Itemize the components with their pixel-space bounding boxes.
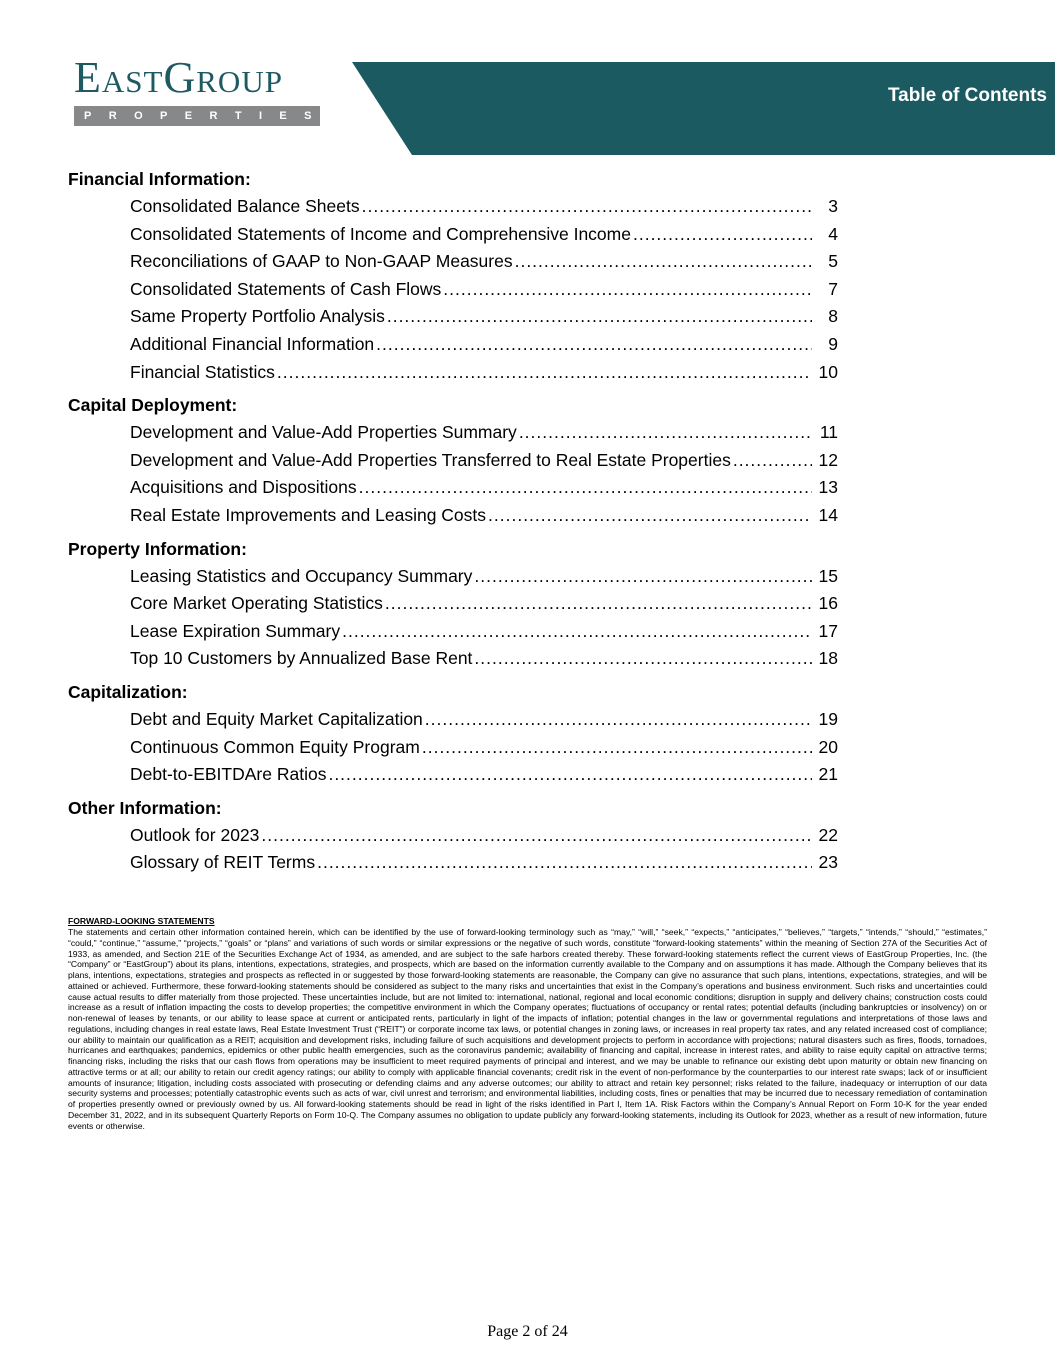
toc-entry-title: Consolidated Statements of Income and Comprehensive Income <box>130 223 631 244</box>
toc-entry-page: 23 <box>818 852 838 873</box>
toc-dot-leader <box>328 761 812 789</box>
toc-entry-title: Same Property Portfolio Analysis <box>130 306 385 327</box>
toc-entry-page: 15 <box>818 565 838 586</box>
header-banner-shape <box>352 62 1055 155</box>
toc-entry-page: 18 <box>818 648 838 669</box>
toc-entry[interactable] <box>68 706 838 734</box>
toc-entry[interactable] <box>68 419 838 447</box>
toc-section-heading: Financial Information: <box>68 169 251 189</box>
toc-entry-page: 16 <box>818 593 838 614</box>
toc-entry-title: Outlook for 2023 <box>130 824 260 845</box>
toc-dot-leader <box>317 849 812 877</box>
toc-dot-leader <box>342 618 812 646</box>
toc-entry-title: Additional Financial Information <box>130 333 375 354</box>
toc-entry[interactable] <box>68 193 838 221</box>
toc-entry-title: Debt and Equity Market Capitalization <box>130 708 423 729</box>
forward-looking-statements <box>68 916 987 1131</box>
toc-dot-leader <box>519 419 812 447</box>
company-logo <box>74 53 329 126</box>
toc-dot-leader <box>362 193 812 221</box>
toc-entry-page: 21 <box>818 764 838 785</box>
toc-entry-title: Top 10 Customers by Annualized Base Rent <box>130 648 473 669</box>
toc-entry-title: Leasing Statistics and Occupancy Summary <box>130 565 473 586</box>
toc-entry-title: Continuous Common Equity Program <box>130 736 420 757</box>
toc-entry-title: Lease Expiration Summary <box>130 620 341 641</box>
toc-entry-page: 8 <box>828 306 838 327</box>
toc-entry-page: 17 <box>818 620 838 641</box>
toc-entry-title: Debt-to-EBITDAre Ratios <box>130 764 327 785</box>
toc-dot-leader <box>474 645 812 673</box>
toc-entry[interactable] <box>68 822 838 850</box>
toc-dot-leader <box>488 502 812 530</box>
toc-entry-page: 5 <box>828 251 838 272</box>
toc-entry[interactable] <box>68 761 838 789</box>
toc-entry[interactable] <box>68 618 838 646</box>
toc-entry[interactable] <box>68 276 838 304</box>
toc-entry[interactable] <box>68 645 838 673</box>
toc-entry[interactable] <box>68 331 838 359</box>
toc-entry-page: 19 <box>818 708 838 729</box>
toc-entry[interactable] <box>68 849 838 877</box>
toc-dot-leader <box>733 447 812 475</box>
toc-entry-title: Development and Value-Add Properties Summary <box>130 422 517 443</box>
toc-entry-page: 12 <box>818 449 838 470</box>
toc-dot-leader <box>422 734 812 762</box>
toc-section-heading: Capitalization: <box>68 681 188 702</box>
page-title: Table of Contents <box>887 85 1047 106</box>
toc-entry-page: 13 <box>818 477 838 498</box>
toc-section-heading: Other Information: <box>68 797 222 818</box>
toc-entry-title: Development and Value-Add Properties Transferred to Real Estate Properties <box>130 449 731 470</box>
toc-entry-title: Acquisitions and Dispositions <box>130 477 357 498</box>
toc-entry[interactable] <box>68 221 838 249</box>
logo-subtitle-bar: PROPERTIES <box>74 106 320 126</box>
logo-wordmark: EASTGROUP <box>74 53 283 102</box>
toc-entry-title: Financial Statistics <box>130 361 275 382</box>
toc-entry-title: Core Market Operating Statistics <box>130 593 383 614</box>
toc-entry-title: Consolidated Statements of Cash Flows <box>130 278 442 299</box>
toc-entry-title: Real Estate Improvements and Leasing Costs <box>130 504 487 525</box>
toc-entry-page: 7 <box>828 278 838 299</box>
toc-dot-leader <box>261 822 812 850</box>
toc-entry-page: 10 <box>818 361 838 382</box>
toc-entry-page: 22 <box>818 824 838 845</box>
toc-dot-leader <box>515 248 812 276</box>
toc-dot-leader <box>359 474 812 502</box>
toc-entry-title: Reconciliations of GAAP to Non-GAAP Measures <box>130 251 513 272</box>
toc-entry[interactable] <box>68 303 838 331</box>
toc-entry-page: 14 <box>818 504 838 525</box>
toc-entry-page: 4 <box>828 223 838 244</box>
toc-entry-page: 11 <box>819 422 838 443</box>
forward-looking-heading: FORWARD-LOOKING STATEMENTS <box>68 916 215 926</box>
page-number: Page 2 of 24 <box>487 1323 568 1340</box>
toc-entry[interactable] <box>68 502 838 530</box>
forward-looking-body: The statements and certain other information contained herein, which can be identified by the use of forward-looking terminology such as “may,” “will,” “seek,” “expects,” “anticipates,” “believes,” “targets,” “intends,” “should,” “estimates,” “could,” “continue,” “assume,” “projects,” “goals” or “plans” and variations of such words or similar expressions or the negative of such words, constitute “forward-looking statements” within the meaning of Section 27A of the Securities Act of 1933, as amended, and Section 21E of the Securities Exchange Act of 1934, as amended, and are subject to the safe harbors created thereby. These forward-looking statements reflect the current views of EastGroup Properties, Inc. (the “Company” or “EastGroup”) about its plans, intentions, expectations, strategies, and prospects, which are based on the information currently available to the Company and on assumptions it has made. Although the Company believes that its plans, intentions, expectations, strategies and prospects as reflected in or suggested by those forward-looking statements are reasonable, the Company can give no assurance that such plans, intentions, expectations, strategies, and will be attained or achieved. Furthermore, these forward-looking statements should be considered as subject to the many risks and uncertainties that exist in the Company’s operations and business environment. Such risks and uncertainties could cause actual results to differ materially from those projected. These uncertainties include, but are not limited to: international, national, regional and local economic conditions; disruption in supply and delivery chains; construction costs could increase as a result of inflation impacting the costs to develop properties; the competitive environment in which the Company operates; fluctuations of occupancy or rental rates; potential defaults (including bankruptcies or insolvency) on or non-renewal of leases by tenants, or our ability to lease space at current or anticipated rents, particularly in light of the impacts of inflation; potential changes in the law or governmental regulations and interpretations of those laws and regulations, including changes in real estate laws, Real Estate Investment Trust (“REIT”) or corporate income tax laws, or potential changes in zoning laws, or increases in real property tax rates, and any related increased cost of compliance; our ability to maintain our qualification as a REIT; acquisition and development risks, including failure of such acquisitions and development projects to perform in accordance with projections; natural disasters such as fires, floods, tornadoes, hurricanes and earthquakes; pandemics, epidemics or other public health emergencies, such as the coronavirus pandemic; availability of financing and capital, increase in interest rates, and ability to raise equity capital on attractive terms; financing risks, including the risks that our cash flows from operations may be insufficient to meet required payments of principal and interest, and we may be unable to refinance our existing debt upon maturity or obtain new financing on attractive terms or at all; our ability to retain our credit agency ratings; our ability to comply with applicable financial covenants; credit risk in the event of non-performance by the counterparties to our interest rate swaps; lack of or insufficient amounts of insurance; litigation, including costs associated with prosecuting or defending claims and any adverse outcomes; our ability to attract and retain key personnel; risks related to the failure, inadequacy or interruption of our data security systems and processes; potentially catastrophic events such as acts of war, civil unrest and terrorism; and environmental liabilities, including costs, fines or penalties that may be incurred due to necessary remediation of contamination of properties presently owned or previously owned by us. All forward-looking statements should be read in light of the risks identified in Part I, Item 1A. Risk Factors within the Company’s Annual Report on Form 10-K for the year ended December 31, 2022, and in its subsequent Quarterly Reports on Form 10-Q. The Company assumes no obligation to update publicly any forward-looking statements, including its Outlook for 2023, whether as a result of new information, future events or otherwise. <box>68 927 987 1131</box>
toc-entry-page: 9 <box>828 333 838 354</box>
toc-entry[interactable] <box>68 248 838 276</box>
toc-entry-page: 3 <box>828 196 838 216</box>
toc-dot-leader <box>277 359 812 387</box>
toc-section-heading: Property Information: <box>68 538 247 559</box>
toc-dot-leader <box>376 331 812 359</box>
toc-entry[interactable] <box>68 563 838 591</box>
toc-entry[interactable] <box>68 447 838 475</box>
toc-dot-leader <box>425 706 812 734</box>
toc-dot-leader <box>387 303 812 331</box>
toc-entry[interactable] <box>68 734 838 762</box>
toc-entry[interactable] <box>68 590 838 618</box>
toc-section-heading: Capital Deployment: <box>68 395 238 416</box>
toc-dot-leader <box>474 563 812 591</box>
toc-dot-leader <box>385 590 812 618</box>
toc-entry[interactable] <box>68 474 838 502</box>
toc-entry-title: Glossary of REIT Terms <box>130 852 316 873</box>
toc-entry[interactable] <box>68 359 838 387</box>
toc-dot-leader <box>633 221 812 249</box>
toc-dot-leader <box>443 276 812 304</box>
toc-entry-title: Consolidated Balance Sheets <box>130 196 360 216</box>
toc-entry-page: 20 <box>818 736 838 757</box>
table-of-contents <box>68 168 838 877</box>
